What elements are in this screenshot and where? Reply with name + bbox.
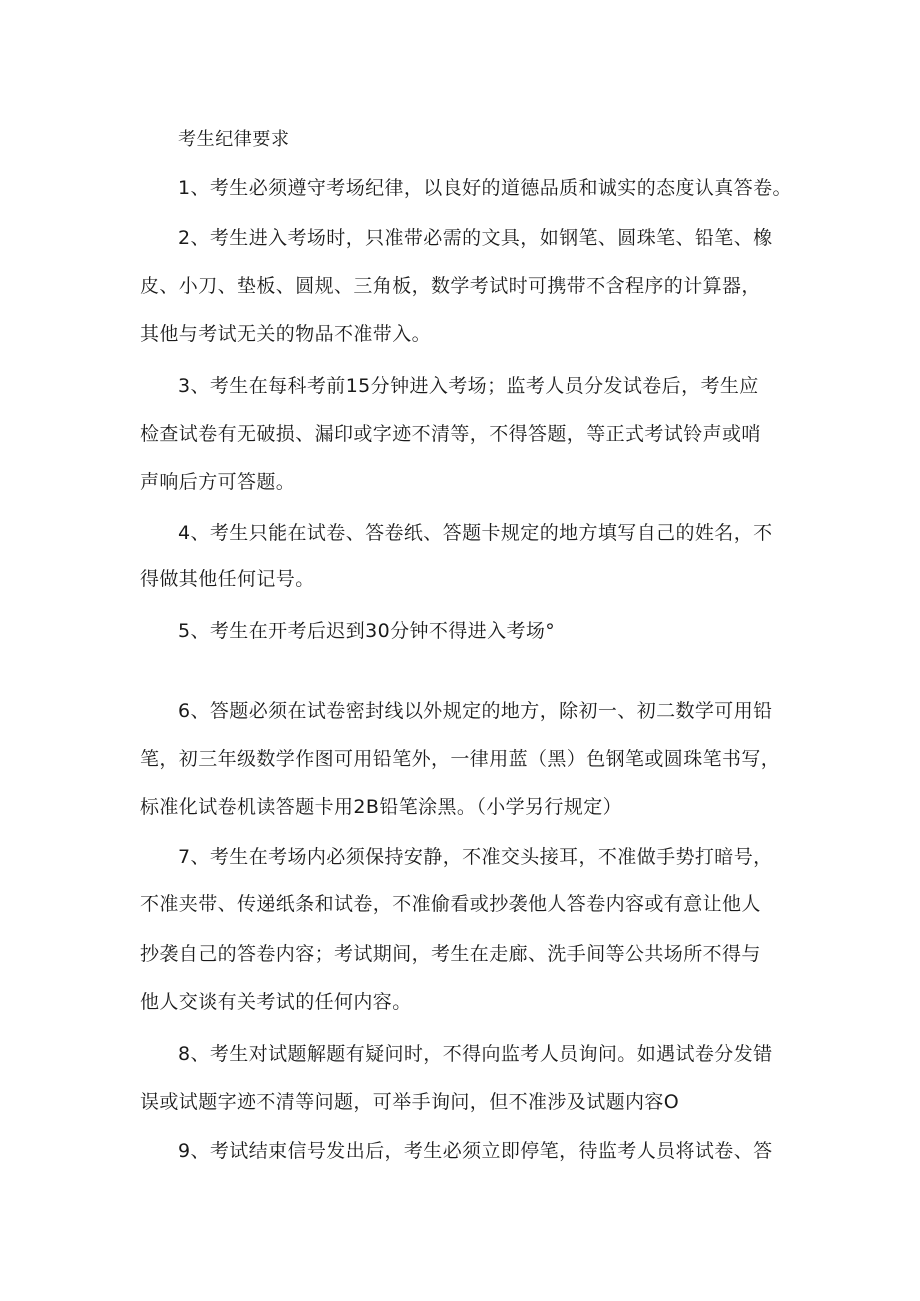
paragraph-line: 3、考生在每科考前15分钟进入考场；监考人员分发试卷后，考生应 — [178, 375, 759, 397]
paragraph-line: 2、考生进入考场时，只准带必需的文具，如钢笔、圆珠笔、铅笔、橡 — [178, 227, 773, 249]
paragraph-line: 得做其他任何记号。 — [140, 568, 315, 590]
paragraph-line: 5、考生在开考后迟到30分钟不得进入考场° — [178, 620, 556, 642]
paragraph-line: 1、考生必须遵守考场纪律，以良好的道德品质和诚实的态度认真答卷。 — [178, 177, 792, 199]
paragraph-line: 4、考生只能在试卷、答卷纸、答题卡规定的地方填写自己的姓名，不 — [178, 522, 773, 544]
paragraph-line: 6、答题必须在试卷密封线以外规定的地方，除初一、初二数学可用铅 — [178, 700, 773, 722]
document-title: 考生纪律要求 — [178, 129, 290, 150]
paragraph-line: 不准夹带、传递纸条和试卷，不准偷看或抄袭他人答卷内容或有意让他人 — [140, 893, 761, 915]
paragraph-line: 皮、小刀、垫板、圆规、三角板，数学考试时可携带不含程序的计算器， — [140, 275, 761, 297]
paragraph-line: 他人交谈有关考试的任何内容。 — [140, 991, 412, 1013]
paragraph-line: 9、考试结束信号发出后，考生必须立即停笔，待监考人员将试卷、答 — [178, 1140, 773, 1162]
paragraph-line: 8、考生对试题解题有疑问时，不得向监考人员询问。如遇试卷分发错 — [178, 1043, 773, 1065]
paragraph-line: 声响后方可答题。 — [140, 471, 296, 493]
paragraph-line: 7、考生在考场内必须保持安静，不准交头接耳，不准做手势打暗号， — [178, 846, 773, 868]
paragraph-line: 标准化试卷机读答题卡用2B铅笔涂黑。（小学另行规定） — [140, 796, 623, 818]
paragraph-line: 其他与考试无关的物品不准带入。 — [140, 323, 432, 345]
paragraph-line: 笔，初三年级数学作图可用铅笔外，一律用蓝（黑）色钢笔或圆珠笔书写， — [140, 748, 781, 770]
paragraph-line: 抄袭自己的答卷内容；考试期间，考生在走廊、洗手间等公共场所不得与 — [140, 943, 761, 965]
paragraph-line: 误或试题字迹不清等问题，可举手询问，但不准涉及试题内容O — [140, 1091, 680, 1113]
paragraph-line: 检查试卷有无破损、漏印或字迹不清等，不得答题，等正式考试铃声或哨 — [140, 423, 761, 445]
